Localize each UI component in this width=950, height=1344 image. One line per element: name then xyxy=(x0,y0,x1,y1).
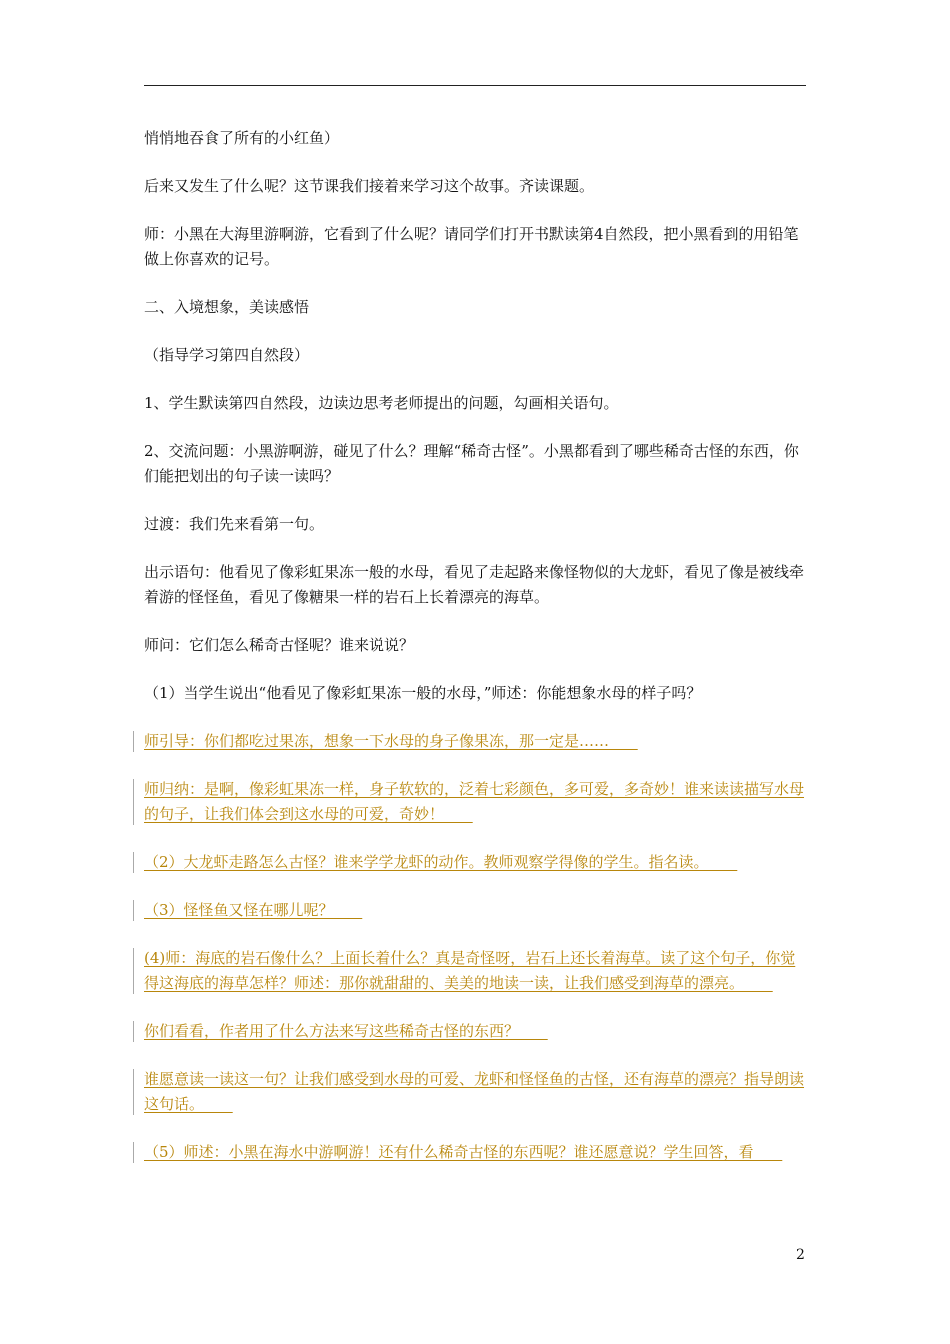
paragraph xyxy=(144,512,808,537)
document-body xyxy=(144,126,808,1188)
paragraph-text: （2）大龙虾走路怎么古怪？谁来学学龙虾的动作。教师观察学得像的学生。指名读。 xyxy=(144,853,709,871)
paragraph-text: 2、交流问题：小黑游啊游，碰见了什么？理解“稀奇古怪”。小黑都看到了哪些稀奇古怪的东西，你们能把划出的句子读一读吗？ xyxy=(144,442,799,485)
tracked-change-paragraph xyxy=(144,1140,808,1165)
tracked-change-paragraph xyxy=(144,850,808,875)
paragraph xyxy=(144,174,808,199)
tracked-change-paragraph xyxy=(144,1067,808,1117)
paragraph xyxy=(144,222,808,272)
tracked-change-paragraph xyxy=(144,898,808,923)
paragraph-text: （3）怪怪鱼又怪在哪儿呢？ xyxy=(144,901,334,919)
paragraph-text: 悄悄地吞食了所有的小红鱼） xyxy=(144,129,340,147)
paragraph xyxy=(144,633,808,658)
header-rule xyxy=(144,85,806,86)
tracked-change-paragraph xyxy=(144,729,808,754)
page-number: 2 xyxy=(796,1247,805,1263)
tracked-change-paragraph xyxy=(144,946,808,996)
paragraph xyxy=(144,391,808,416)
paragraph xyxy=(144,560,808,610)
paragraph xyxy=(144,295,808,320)
tracked-change-paragraph xyxy=(144,1019,808,1044)
paragraph xyxy=(144,343,808,368)
paragraph xyxy=(144,681,808,706)
paragraph xyxy=(144,126,808,151)
paragraph-text: (4)师：海底的岩石像什么？上面长着什么？真是奇怪呀，岩石上还长着海草。读了这个句子，你觉得这海底的海草怎样？师述：那你就甜甜的、美美的地读一读，让我们感受到海草的漂亮。 xyxy=(144,949,796,992)
paragraph xyxy=(144,439,808,489)
paragraph-text: （5）师述：小黑在海水中游啊游！还有什么稀奇古怪的东西呢？谁还愿意说？学生回答，看 xyxy=(144,1143,754,1161)
paragraph-text: 过渡：我们先来看第一句。 xyxy=(144,515,325,533)
tracked-change-paragraph xyxy=(144,777,808,827)
paragraph-text: （指导学习第四自然段） xyxy=(144,346,310,364)
paragraph-text: 出示语句：他看见了像彩虹果冻一般的水母，看见了走起路来像怪物似的大龙虾，看见了像是被线牵着游的怪怪鱼，看见了像糖果一样的岩石上长着漂亮的海草。 xyxy=(144,563,805,606)
paragraph-text: （1）当学生说出“他看见了像彩虹果冻一般的水母，”师述：你能想象水母的样子吗？ xyxy=(144,684,702,702)
paragraph-text: 二、入境想象，美读感悟 xyxy=(144,298,310,316)
paragraph-text: 师：小黑在大海里游啊游，它看到了什么呢？请同学们打开书默读第4自然段，把小黑看到的用铅笔做上你喜欢的记号。 xyxy=(144,225,799,268)
paragraph-text: 1、学生默读第四自然段，边读边思考老师提出的问题，勾画相关语句。 xyxy=(144,394,619,412)
paragraph-text: 后来又发生了什么呢？这节课我们接着来学习这个故事。齐读课题。 xyxy=(144,177,595,195)
paragraph-text: 师归纳：是啊，像彩虹果冻一样，身子软软的，泛着七彩颜色，多可爱，多奇妙！谁来读读描写水母的句子，让我们体会到这水母的可爱，奇妙！ xyxy=(144,780,805,823)
paragraph-text: 师引导：你们都吃过果冻，想象一下水母的身子像果冻，那一定是…… xyxy=(144,732,610,750)
paragraph-text: 师问：它们怎么稀奇古怪呢？谁来说说？ xyxy=(144,636,415,654)
paragraph-text: 谁愿意读一读这一句？让我们感受到水母的可爱、龙虾和怪怪鱼的古怪，还有海草的漂亮？指导朗读这句话。 xyxy=(144,1070,805,1113)
paragraph-text: 你们看看，作者用了什么方法来写这些稀奇古怪的东西？ xyxy=(144,1022,520,1040)
